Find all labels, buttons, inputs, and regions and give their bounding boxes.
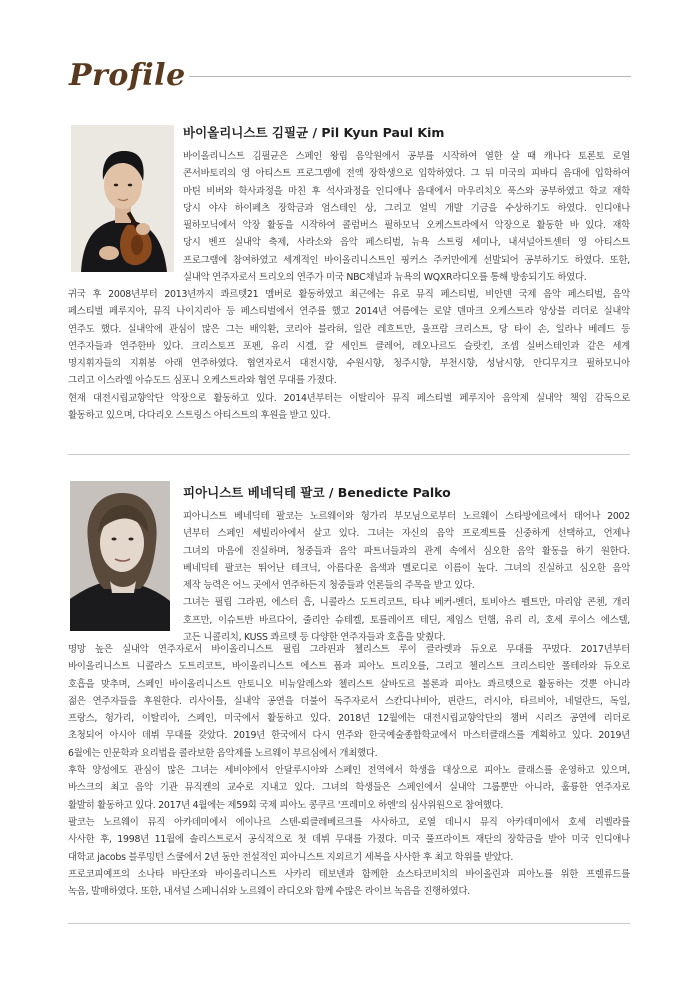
- bio-line: 콘서바토리의 영 아티스트 프로그램에 전액 장학생으로 입학하였다. 그 뒤 미국의 피바디 음대에 입학하여: [183, 168, 630, 180]
- bio-line: 현재 대전시립교향악단 악장으로 활동하고 있다. 2014년부터는 이탈리아 뮤직 페스티벌 페루지아 음악제 실내악 책임 감독으로: [68, 392, 630, 404]
- section-divider: [68, 923, 630, 924]
- page-title: Profile: [69, 58, 186, 93]
- bio-line: 활발히 활동하고 있다. 2017년 4월에는 제59회 국제 피아노 콩쿠르 '프레미오 하엔'의 심사위원으로 참여했다.: [68, 799, 504, 811]
- artist2-bio-full: [68, 641, 630, 900]
- bio-line: 6월에는 인문학과 요리법을 콜라보한 음악제를 노르웨이 부르심에서 개최했다.: [68, 747, 378, 759]
- bio-line: 연주자들과 연주한바 있다. 크리스토프 포펜, 유리 시겔, 칼 세인트 클레어, 레오나르도 슬랏킨, 조셉 실버스테인과 같은 세계: [68, 340, 630, 352]
- bio-line: 마틴 비버와 학사과정을 마친 후 석사과정을 인디애나 음대에서 마우리치오 푹스와 공부하였고 학교 재학: [183, 185, 630, 197]
- profile-header: [69, 58, 631, 98]
- artist2-name: 피아니스트 베네딕테 팔코 / Benedicte Palko: [183, 485, 451, 500]
- bio-line: 바이올리니스트 니콜라스 도트리코트, 바이올리니스트 에스트 폽과 피아노 트리오를, 그리고 첼리스트 크리스티안 폴테라와 듀오로: [68, 661, 630, 673]
- bio-line: 프로코피예프의 소나타 바단조와 바이올리니스트 사카리 테보넨과 함께한 쇼스타코비치의 바이올린과 피아노를 위한 프렐류드를: [68, 868, 630, 880]
- bio-line: 팔코는 노르웨이 뮤직 아카데미에서 에이나르 스텐-뢰클레베르크를 사사하고, 로열 데니시 뮤직 아카데미에서 호세 리벨라를: [68, 816, 630, 828]
- artist1-name: 바이올리니스트 김필균 / Pil Kyun Paul Kim: [183, 125, 445, 140]
- bio-line: 명지휘자들의 지휘봉 아래 연주하였다. 협연자로서 대전시향, 수원시향, 청주시향, 부천시향, 성남시향, 안디무지크 필하모니아: [68, 358, 630, 370]
- bio-line: 활동하고 있으며, 다다리오 스트링스 아티스트의 후원을 받고 있다.: [68, 410, 331, 422]
- bio-line: 당시 벤프 실내악 축제, 사라소와 음악 페스티벌, 뉴욕 스트링 세미나, 내셔널아트센터 영 아티스트: [183, 237, 630, 249]
- bio-line: 젊은 연주자들을 후원한다. 리사이틀, 실내악 공연을 더불어 독주자로서 스칸디나비아, 핀란드, 러시아, 타르비아, 네덜란드, 독일,: [68, 695, 630, 707]
- artist2-bio-top: [183, 508, 630, 646]
- bio-line: 연주도 했다. 실내악에 관심이 많은 그는 배익환, 코리아 블라허, 일란 레흐트만, 울프람 크리스트, 당 타이 손, 일라나 베레드 등: [68, 323, 630, 335]
- artist1-bio-full: [68, 286, 630, 424]
- bio-line: 페스티벌 페루지아, 뮤직 나이지리아 등 페스티벌에서 연주를 했고 2014년 여름에는 로얄 덴마크 오케스트라 앙상블 리더로 실내악: [68, 306, 630, 318]
- bio-line: 프랑스, 헝가리, 이탈리아, 스페인, 미국에서 활동하고 있다. 2018년 12월에는 대전시립교향악단의 챔버 시리즈 공연에 리더로: [68, 713, 630, 725]
- bio-line: 명망 높은 실내악 연주자로서 바이올리니스트 필립 그라핀과 첼리스트 루이 클라렛과 듀오로 무대를 꾸몄다. 2017년부터: [68, 644, 630, 655]
- bio-line: 당시 야샤 하이페츠 장학금과 엄스테인 상, 그리고 얼빅 개발 기금을 수상하기도 하였다. 인디애나: [183, 202, 630, 214]
- bio-line: 프로그램에 참여하였고 세계적인 바이올리니스트인 핑커스 주커만에게 선발되어 공부하기도 하였다. 또한,: [183, 254, 630, 266]
- bio-line: 녹음, 발매하였다. 또한, 내셔널 스페니쉬와 노르웨이 라디오와 함께 수많은 라이브 녹음을 진행하였다.: [68, 886, 471, 898]
- bio-line: 고든 니콜리치, KUSS 콰르텟 등 다양한 연주자들과 호흡을 맞췄다.: [183, 632, 446, 644]
- bio-line: 바이올리니스트 김필균은 스페인 왕립 음악원에서 공부를 시작하여 열한 살 때 캐나다 토론토 로열: [183, 151, 630, 162]
- pianist-portrait-image: [70, 481, 170, 631]
- bio-line: 호흡을 맞추며, 스페인 바이올리니스트 안토니오 비뉴알레스와 첼리스트 살바도르 볼론과 피아노 콰르텟으로 활동하는 것뿐 아니라: [68, 678, 630, 690]
- bio-line: 년부터 스페인 세빌리아에서 살고 있다. 그녀는 자신의 음악 프로젝트를 신중하게 선택하고, 언제나: [183, 528, 630, 540]
- bio-line: 그녀는 필립 그라핀, 에스터 흡, 니콜라스 도트리코트, 타냐 베커-벤더, 토비아스 펠트만, 마리암 콘첸, 개리: [183, 597, 630, 609]
- bio-line: 초청되어 아시아 데뷔 무대를 갖았다. 2019년 한국에서 다시 연주와 한국예술종합학교에서 마스터클래스를 계획하고 있다. 2019년: [68, 730, 630, 742]
- bio-line: 피아니스트 베네딕테 팔코는 노르웨이와 헝가리 부모님으로부터 노르웨이 스타방에르에서 태어나 2002: [183, 511, 630, 522]
- bio-line: 그리고 이스라엘 아슈도드 심포니 오케스트라와 협연 무대를 가졌다.: [68, 375, 337, 387]
- bio-line: 필하모닉에서 악장 활동을 시작하여 콜럼버스 필하모닉 오케스트라에서 악장으로 활동한 바 있다. 재학: [183, 220, 630, 232]
- section-divider: [68, 454, 630, 455]
- bio-line: 그녀의 마음에 진실하며, 청중들과 음악 파트너들과의 관계 속에서 심오한 음악 활동을 하기 원한다.: [183, 545, 630, 557]
- title-rule: [189, 76, 631, 77]
- bio-line: 바스크의 최고 음악 기관 뮤직켄의 교수로 지내고 있다. 그녀의 학생들은 스페인에서 실내악 그룹뿐만 아니라, 훌륭한 연주자로: [68, 782, 630, 794]
- pianist-photo: [70, 481, 170, 631]
- violinist-portrait-image: [71, 125, 174, 272]
- bio-line: 제작 능력은 어느 곳에서 연주하든지 청중들과 언론들의 주목을 받고 있다.: [183, 580, 475, 592]
- bio-line: 실내악 연주자로서 트리오의 연주가 미국 NBC채널과 뉴욕의 WQXR라디오를 통해 방송되기도 하였다.: [183, 272, 587, 284]
- bio-line: 사사한 후, 1998년 11월에 솔리스트로서 공식적으로 첫 데뷔 무대를 가졌다. 미국 풀프라이트 재단의 장학금을 받아 미국 인디애나: [68, 834, 630, 846]
- artist1-bio-top: [183, 148, 630, 286]
- bio-line: 대학교 jacobs 블루밍턴 스쿨에서 2년 동안 전설적인 피아니스트 지외르기 세복을 사사한 후 최고 학위를 받았다.: [68, 851, 514, 863]
- bio-line: 귀국 후 2008년부터 2013년까지 콰르텟21 멤버로 활동하였고 최근에는 유로 뮤직 페스티벌, 비안덴 국제 음악 페스티벌, 음악: [68, 289, 630, 300]
- bio-line: 후학 양성에도 관심이 많은 그녀는 세비야에서 안달루시아와 스페인 전역에서 학생을 대상으로 피아노 클래스를 운영하고 있으며,: [68, 765, 630, 777]
- bio-line: 베네딕테 팔코는 뛰어난 테크닉, 아름다운 음색과 멜로디로 이름이 높다. 그녀의 진실하고 심오한 음악: [183, 562, 630, 574]
- violinist-photo: [71, 125, 174, 272]
- bio-line: 호프만, 이슈트반 바르다이, 줄리안 슈테켈, 토를레이프 테딘, 제임스 던햄, 유리 리, 호세 루이스 에스텔,: [183, 614, 630, 626]
